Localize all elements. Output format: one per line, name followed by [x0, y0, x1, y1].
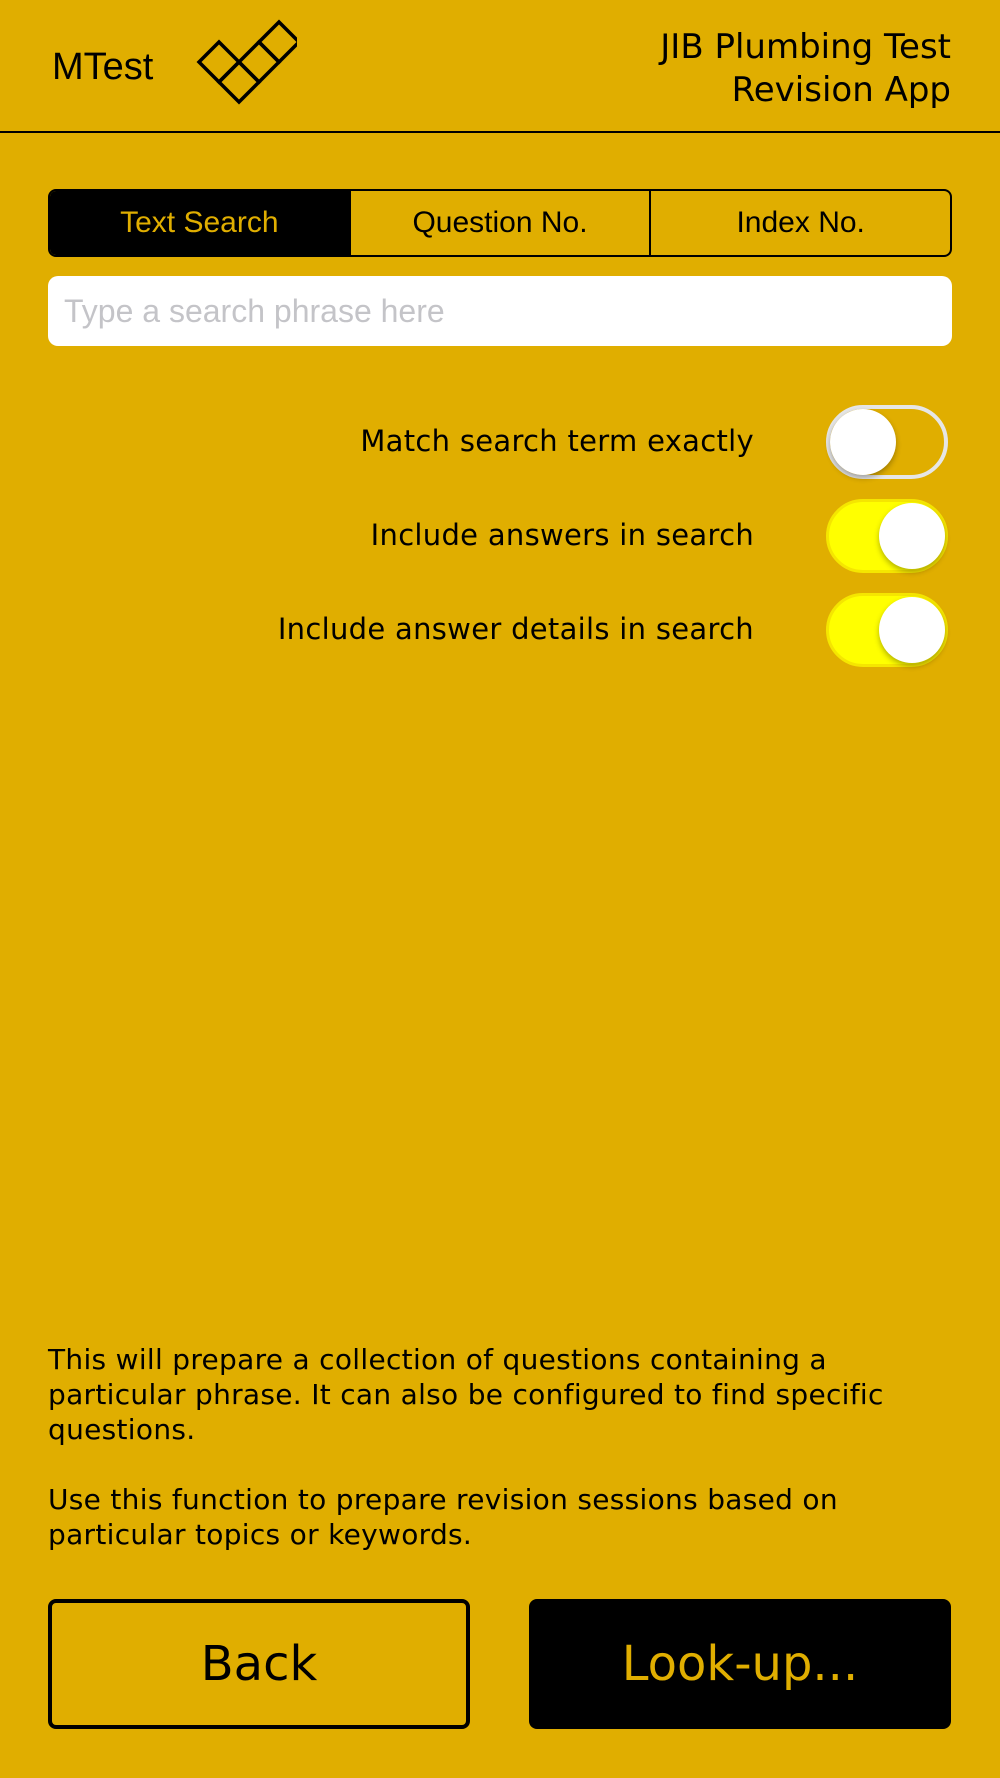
app-title-line1: JIB Plumbing Test — [660, 27, 951, 67]
match-exactly-toggle[interactable] — [826, 405, 948, 479]
logo-text: MTest — [52, 46, 154, 88]
tab-question-no[interactable]: Question No. — [349, 191, 650, 255]
app-title-line2: Revision App — [731, 70, 951, 110]
search-input[interactable] — [48, 276, 952, 346]
toggle-knob — [830, 409, 896, 475]
option-row-match-exactly — [48, 403, 952, 479]
tab-text-search[interactable]: Text Search — [50, 191, 349, 255]
back-button[interactable]: Back — [48, 1599, 470, 1729]
lookup-button[interactable]: Look-up... — [529, 1599, 951, 1729]
app-header — [0, 0, 1000, 133]
option-label-match-exactly: Match search term exactly — [360, 424, 754, 458]
include-answer-details-toggle[interactable] — [826, 593, 948, 667]
app-title — [531, 26, 951, 112]
mtest-diamond-logo-icon — [167, 18, 297, 118]
tab-index-no[interactable]: Index No. — [649, 191, 950, 255]
description-paragraph-2: Use this function to prepare revision sessions based on particular topics or keywords. — [48, 1483, 838, 1551]
function-description — [48, 1342, 928, 1587]
toggle-knob — [879, 503, 945, 569]
description-paragraph-1: This will prepare a collection of questions containing a particular phrase. It can also be configured to find specific questions. — [48, 1343, 884, 1446]
toggle-knob — [879, 597, 945, 663]
option-row-include-answer-details — [48, 591, 952, 667]
include-answers-toggle[interactable] — [826, 499, 948, 573]
option-label-include-answer-details: Include answer details in search — [277, 612, 754, 646]
option-label-include-answers: Include answers in search — [370, 518, 754, 552]
option-row-include-answers — [48, 497, 952, 573]
search-mode-segmented-control — [48, 189, 952, 257]
